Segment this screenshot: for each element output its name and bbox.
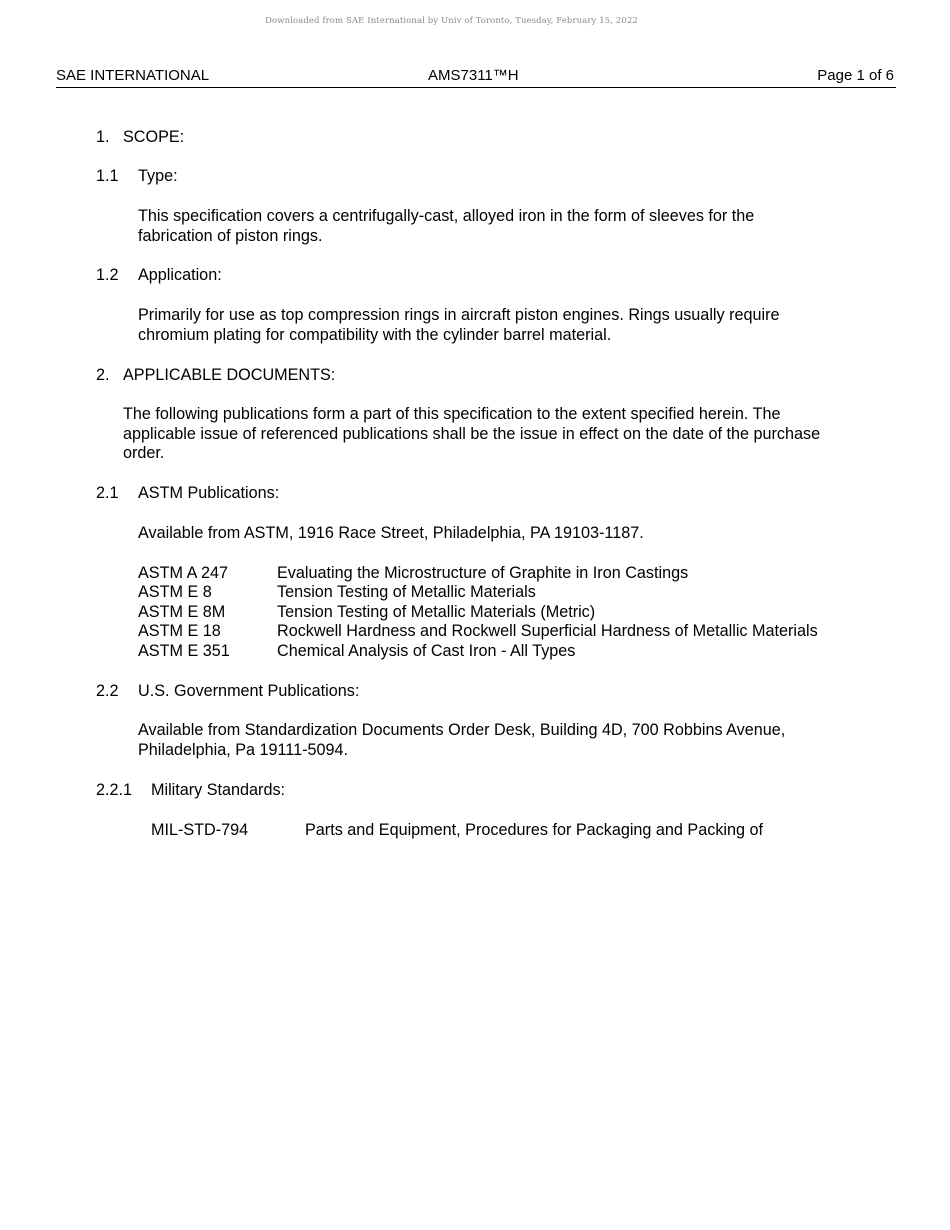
section-2-1-heading — [96, 484, 280, 504]
download-watermark: Downloaded from SAE International by Univ of Toronto, Tuesday, February 15, 2022 — [265, 16, 638, 26]
section-1-1-heading — [96, 167, 178, 187]
section-title: APPLICABLE DOCUMENTS: — [123, 366, 336, 384]
paragraph-line: fabrication of piston rings. — [138, 227, 323, 245]
reference-title: Evaluating the Microstructure of Graphite in Iron Castings — [277, 564, 689, 582]
section-title: ASTM Publications: — [138, 484, 280, 502]
paragraph-line: This specification covers a centrifugally-cast, alloyed iron in the form of sleeves for the — [138, 207, 755, 225]
section-title: Type: — [138, 167, 178, 185]
section-title: Military Standards: — [151, 781, 286, 799]
reference-title: Rockwell Hardness and Rockwell Superficial Hardness of Metallic Materials — [277, 622, 818, 640]
page-header — [56, 67, 896, 88]
reference-title: Parts and Equipment, Procedures for Packaging and Packing of — [305, 821, 764, 839]
reference-code: ASTM E 8M — [138, 603, 226, 621]
header-document-number: AMS7311™H — [428, 67, 519, 84]
reference-title: Tension Testing of Metallic Materials — [277, 583, 536, 601]
paragraph-line: Primarily for use as top compression rings in aircraft piston engines. Rings usually require — [138, 306, 780, 324]
paragraph-line: applicable issue of referenced publications shall be the issue in effect on the date of the purchase — [123, 425, 821, 443]
section-number: 2. — [96, 366, 110, 384]
paragraph-line: order. — [123, 444, 165, 462]
paragraph-line: Available from Standardization Documents Order Desk, Building 4D, 700 Robbins Avenue, — [138, 721, 786, 739]
section-title: U.S. Government Publications: — [138, 682, 360, 700]
section-number: 2.2 — [96, 682, 119, 700]
paragraph-line: chromium plating for compatibility with the cylinder barrel material. — [138, 326, 612, 344]
reference-code: ASTM A 247 — [138, 564, 228, 582]
section-number: 2.2.1 — [96, 781, 133, 799]
section-1-2-heading — [96, 266, 222, 286]
paragraph-line: The following publications form a part of this specification to the extent specified herein. The — [123, 405, 781, 423]
reference-code: ASTM E 351 — [138, 642, 230, 660]
section-number: 1.1 — [96, 167, 119, 185]
reference-row — [151, 821, 764, 841]
reference-code: ASTM E 18 — [138, 622, 221, 640]
section-title: SCOPE: — [123, 128, 185, 146]
section-number: 1. — [96, 128, 110, 146]
reference-title: Chemical Analysis of Cast Iron - All Types — [277, 642, 576, 660]
section-1-heading — [96, 128, 185, 148]
section-2-2-1-heading — [96, 781, 286, 801]
reference-code: MIL-STD-794 — [151, 821, 249, 839]
section-title: Application: — [138, 266, 222, 284]
paragraph-line: Philadelphia, Pa 19111-5094. — [138, 741, 349, 759]
reference-title: Tension Testing of Metallic Materials (Metric) — [277, 603, 596, 621]
reference-code: ASTM E 8 — [138, 583, 212, 601]
header-page-number: Page 1 of 6 — [817, 67, 894, 84]
section-number: 2.1 — [96, 484, 119, 502]
header-organization: SAE INTERNATIONAL — [56, 67, 210, 84]
section-2-heading — [96, 366, 336, 386]
section-2-2-heading — [96, 682, 360, 702]
availability-note: Available from ASTM, 1916 Race Street, Philadelphia, PA 19103-1187. — [138, 524, 644, 542]
section-number: 1.2 — [96, 266, 119, 284]
